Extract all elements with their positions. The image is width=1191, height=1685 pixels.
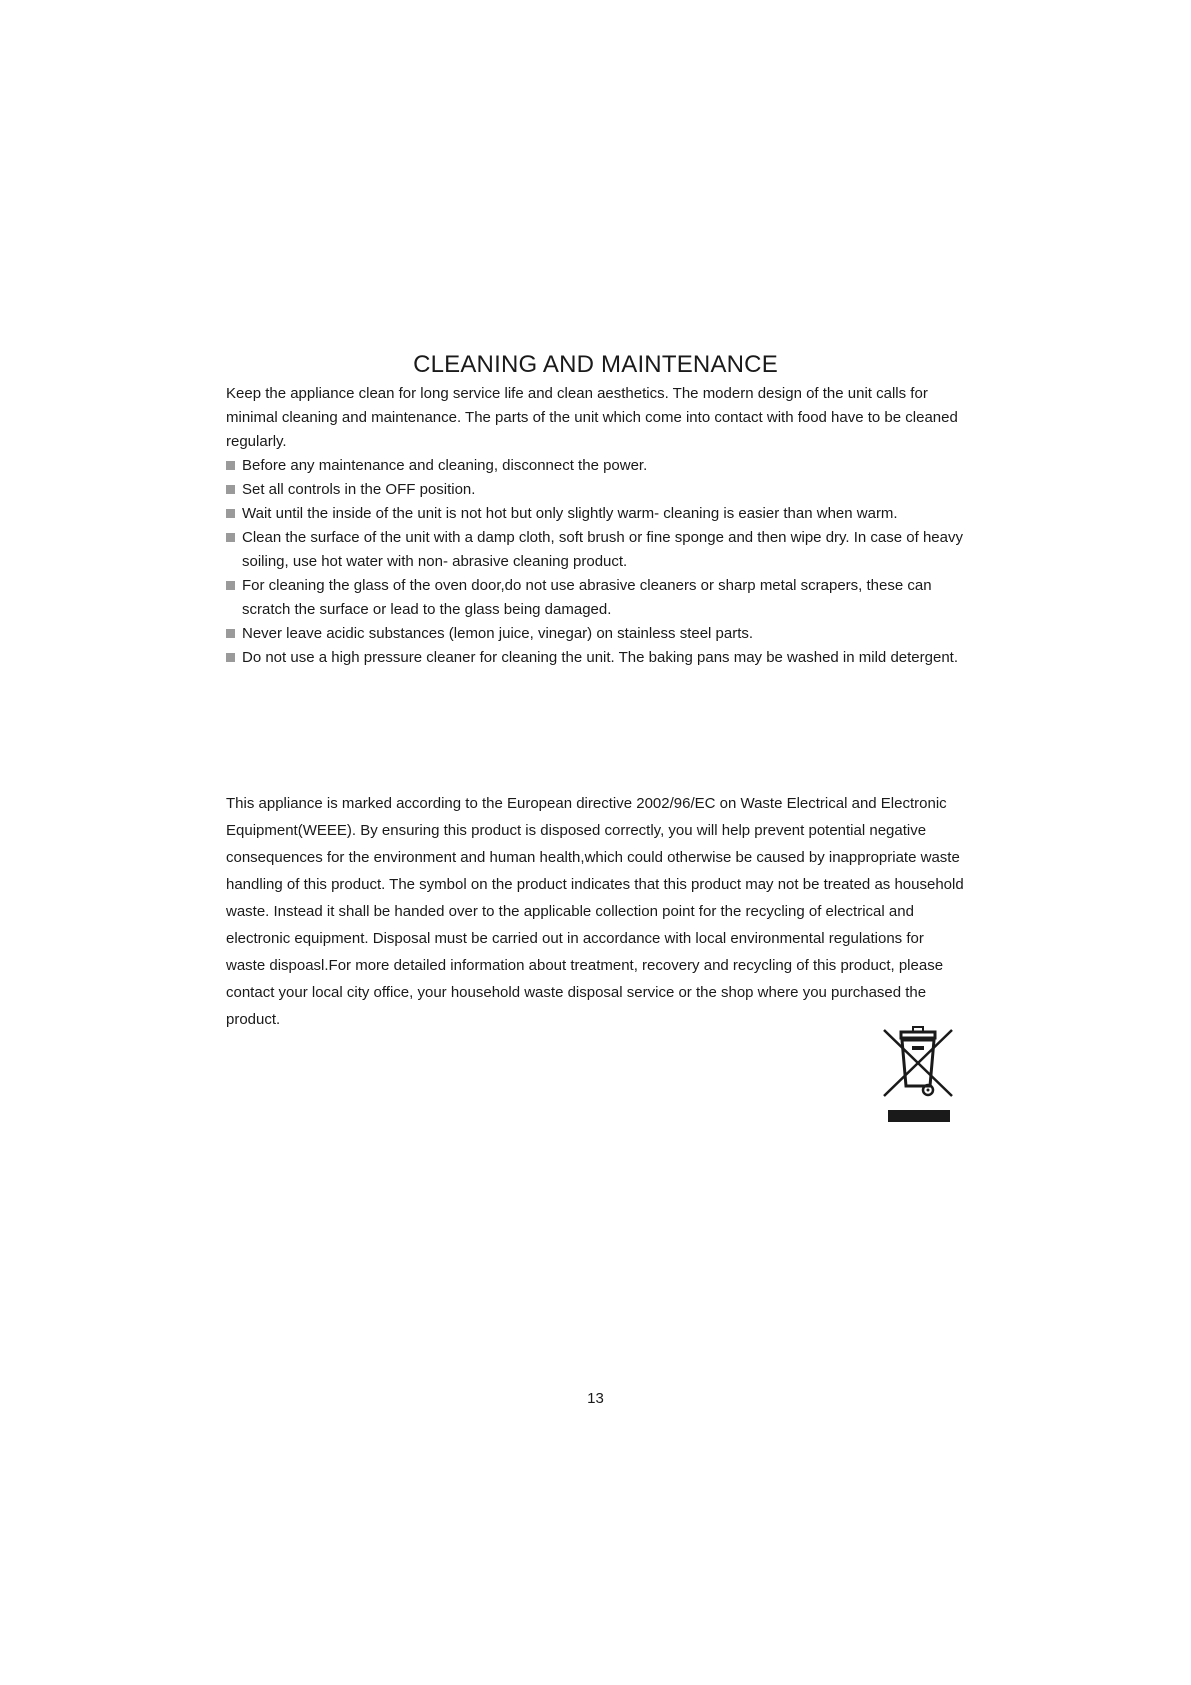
square-bullet-icon	[226, 461, 235, 470]
list-item	[226, 574, 966, 622]
list-item-text: For cleaning the glass of the oven door,do not use abrasive cleaners or sharp metal scrapers, these can scratch the surface or lead to the glass being damaged.	[242, 577, 932, 618]
list-item	[226, 646, 966, 670]
list-item-text: Wait until the inside of the unit is not hot but only slightly warm- cleaning is easier than when warm.	[242, 505, 898, 522]
intro-paragraph: Keep the appliance clean for long service life and clean aesthetics. The modern design of the unit calls for minimal cleaning and maintenance. The parts of the unit which come into contact with food have to be cleaned regularly.	[226, 385, 958, 450]
list-item-text: Never leave acidic substances (lemon juice, vinegar) on stainless steel parts.	[242, 625, 754, 642]
square-bullet-icon	[226, 581, 235, 590]
page-number: 13	[587, 1390, 604, 1407]
list-item	[226, 478, 966, 502]
list-item-text: Set all controls in the OFF position.	[242, 481, 476, 498]
square-bullet-icon	[226, 509, 235, 518]
list-item	[226, 502, 966, 526]
list-item	[226, 526, 966, 574]
page-title: CLEANING AND MAINTENANCE	[413, 351, 778, 378]
list-item-text: Do not use a high pressure cleaner for cleaning the unit. The baking pans may be washed in mild detergent.	[242, 649, 958, 666]
square-bullet-icon	[226, 629, 235, 638]
list-item-text: Clean the surface of the unit with a damp cloth, soft brush or fine sponge and then wipe dry. In case of heavy soiling, use hot water with non- abrasive cleaning product.	[242, 529, 963, 570]
square-bullet-icon	[226, 653, 235, 662]
list-item	[226, 622, 966, 646]
list-item	[226, 454, 966, 478]
weee-paragraph: This appliance is marked according to the European directive 2002/96/EC on Waste Electrical and Electronic Equipment(WEEE). By ensuring this product is disposed correctly, you will help prevent potential negative consequences for the environment and human health,which could otherwise be caused by inappropriate waste handling of this product. The symbol on the product indicates that this product may not be treated as household waste. Instead it shall be handed over to the applicable collection point for the recycling of electrical and electronic equipment. Disposal must be carried out in accordance with local environmental regulations for waste dispoasl.For more detailed information about treatment, recovery and recycling of this product, please contact your local city office, your household waste disposal service or the shop where you purchased the product.	[226, 795, 964, 1028]
crossed-out-wheelie-bin-icon	[878, 1026, 958, 1124]
list-item-text: Before any maintenance and cleaning, disconnect the power.	[242, 457, 648, 474]
maintenance-list	[226, 454, 966, 670]
square-bullet-icon	[226, 485, 235, 494]
square-bullet-icon	[226, 533, 235, 542]
